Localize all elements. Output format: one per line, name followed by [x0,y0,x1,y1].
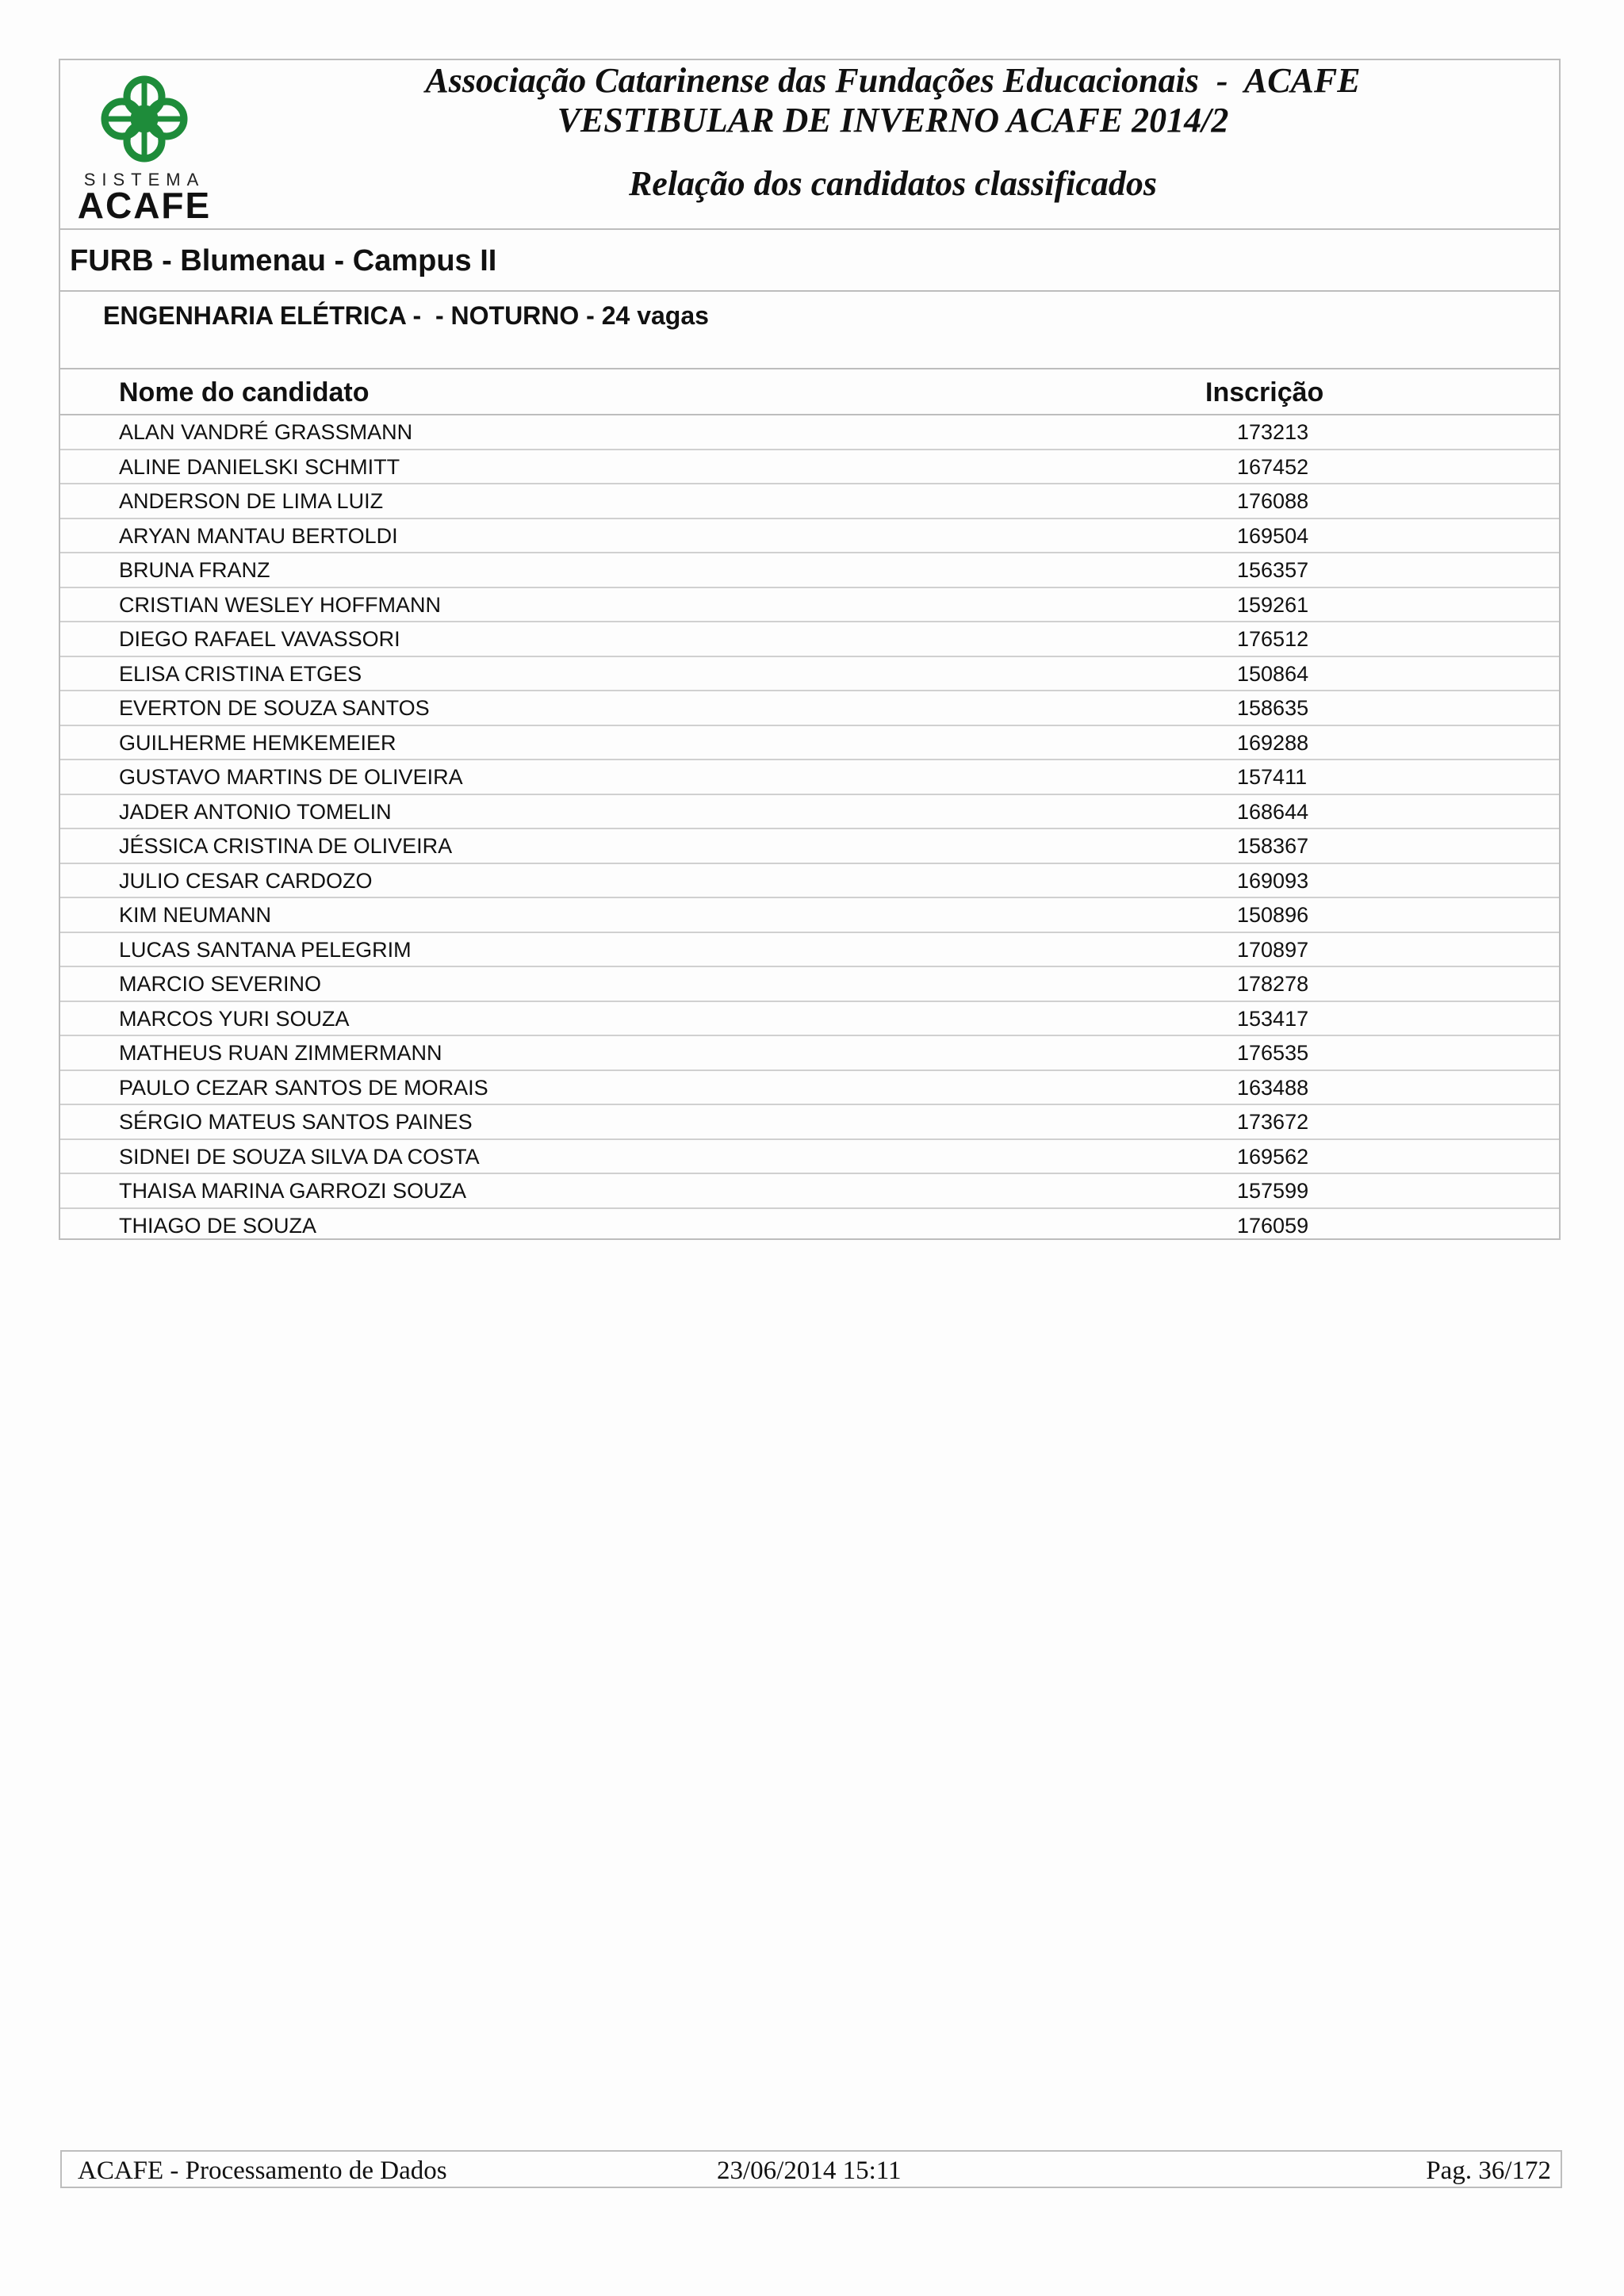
table-row [60,484,1559,519]
table-row [60,1105,1559,1140]
candidate-name: ARYAN MANTAU BERTOLDI [119,523,398,548]
candidate-inscricao: 150896 [1237,903,1309,927]
candidate-name: GUSTAVO MARTINS DE OLIVEIRA [119,765,463,789]
footer-timestamp: 23/06/2014 15:11 [717,2156,902,2185]
column-header-inscricao: Inscrição [1205,377,1324,408]
candidate-inscricao: 153417 [1237,1006,1309,1031]
candidate-name: ALAN VANDRÉ GRASSMANN [119,420,413,444]
candidate-inscricao: 170897 [1237,937,1309,962]
candidate-inscricao: 173672 [1237,1110,1309,1134]
document-frame [59,59,1561,1240]
course-row [60,292,1559,369]
table-row [60,829,1559,864]
table-row [60,864,1559,899]
table-row [60,726,1559,761]
candidate-inscricao: 158635 [1237,696,1309,720]
candidate-name: ANDERSON DE LIMA LUIZ [119,489,384,513]
candidate-name: THAISA MARINA GARROZI SOUZA [119,1179,467,1203]
candidate-name: BRUNA FRANZ [119,558,270,582]
table-row [60,450,1559,485]
table-row [60,622,1559,657]
table-row [60,1174,1559,1209]
candidate-name: SIDNEI DE SOUZA SILVA DA COSTA [119,1144,480,1169]
document-header [60,60,1559,230]
course-name: ENGENHARIA ELÉTRICA - - NOTURNO - 24 vagas [103,301,709,330]
acafe-logo [73,71,216,226]
candidate-inscricao: 163488 [1237,1075,1309,1100]
table-row [60,933,1559,968]
table-row [60,657,1559,692]
candidate-name: JADER ANTONIO TOMELIN [119,799,392,824]
candidate-name: ELISA CRISTINA ETGES [119,661,362,686]
logo-acafe-text: ACAFE [77,185,212,226]
candidate-inscricao: 150864 [1237,661,1309,686]
candidate-name: MARCIO SEVERINO [119,972,322,996]
table-row [60,1071,1559,1106]
report-title: Relação dos candidatos classificados [628,164,1158,203]
exam-title: VESTIBULAR DE INVERNO ACAFE 2014/2 [557,101,1229,140]
table-header [60,369,1559,415]
campus-name: FURB - Blumenau - Campus II [70,244,497,277]
candidate-inscricao: 168644 [1237,799,1309,824]
table-row [60,1002,1559,1037]
candidate-inscricao: 167452 [1237,454,1309,479]
table-row [60,588,1559,623]
column-header-name: Nome do candidato [119,377,370,408]
table-row [60,519,1559,554]
candidate-inscricao: 178278 [1237,972,1309,996]
table-row [60,415,1559,450]
candidate-inscricao: 176059 [1237,1213,1309,1238]
table-row [60,691,1559,726]
candidate-inscricao: 159261 [1237,592,1309,617]
candidate-name: MARCOS YURI SOUZA [119,1006,350,1031]
candidate-inscricao: 157411 [1237,765,1308,789]
candidate-name: THIAGO DE SOUZA [119,1213,317,1238]
candidate-inscricao: 176088 [1237,489,1309,513]
candidate-name: JÉSSICA CRISTINA DE OLIVEIRA [119,834,453,858]
candidate-name: ALINE DANIELSKI SCHMITT [119,454,400,479]
table-row [60,760,1559,795]
candidate-name: GUILHERME HEMKEMEIER [119,730,396,755]
footer-source: ACAFE - Processamento de Dados [78,2156,447,2185]
candidate-inscricao: 169093 [1237,868,1309,893]
table-row [60,795,1559,830]
page-footer [60,2150,1562,2188]
candidate-inscricao: 173213 [1237,420,1309,444]
candidate-inscricao: 158367 [1237,834,1309,858]
candidate-table-body [60,415,1559,1243]
candidate-name: EVERTON DE SOUZA SANTOS [119,696,430,720]
candidate-name: MATHEUS RUAN ZIMMERMANN [119,1041,442,1065]
candidate-name: PAULO CEZAR SANTOS DE MORAIS [119,1075,488,1100]
campus-row [60,230,1559,292]
candidate-inscricao: 156357 [1237,558,1309,582]
candidate-name: CRISTIAN WESLEY HOFFMANN [119,592,442,617]
table-row [60,1140,1559,1175]
candidate-name: JULIO CESAR CARDOZO [119,868,373,893]
candidate-name: LUCAS SANTANA PELEGRIM [119,937,412,962]
table-row [60,1036,1559,1071]
organization-title: Associação Catarinense das Fundações Educacionais - ACAFE [425,61,1361,100]
candidate-inscricao: 176512 [1237,627,1309,651]
table-row [60,553,1559,588]
footer-page-number: Pag. 36/172 [1426,2156,1551,2185]
candidate-inscricao: 176535 [1237,1041,1309,1065]
candidate-inscricao: 157599 [1237,1179,1309,1203]
table-row [60,1209,1559,1244]
acafe-emblem-icon [73,71,216,174]
candidate-name: SÉRGIO MATEUS SANTOS PAINES [119,1110,473,1134]
candidate-name: DIEGO RAFAEL VAVASSORI [119,627,400,651]
candidate-inscricao: 169288 [1237,730,1309,755]
candidate-inscricao: 169562 [1237,1144,1309,1169]
candidate-name: KIM NEUMANN [119,903,272,927]
table-row [60,898,1559,933]
candidate-inscricao: 169504 [1237,523,1309,548]
logo-sistema-text: SISTEMA [83,170,205,189]
table-row [60,967,1559,1002]
